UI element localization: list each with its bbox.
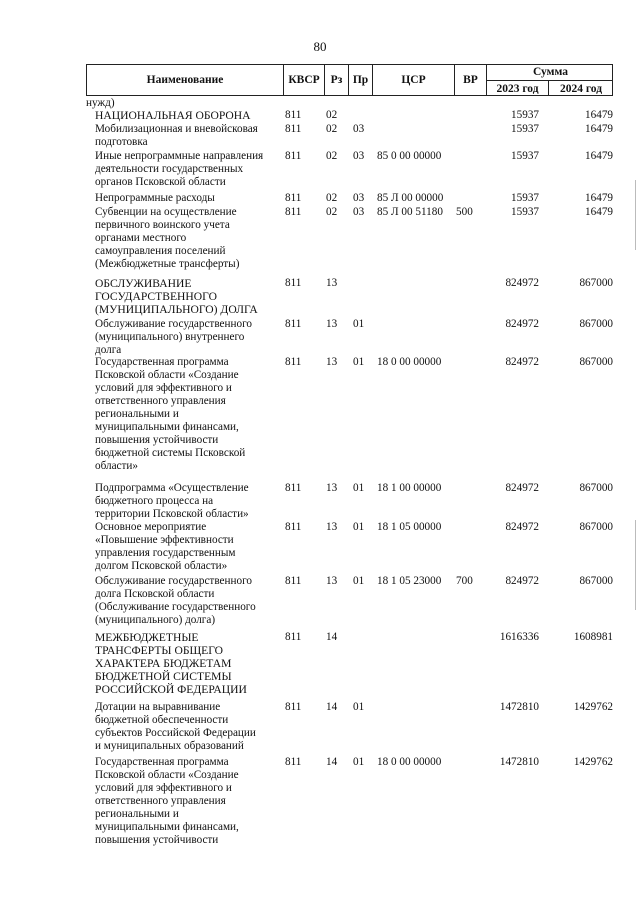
row-sum-2024: 16479 [585,192,613,204]
row-kvsr: 811 [285,701,302,713]
row-kvsr: 811 [285,575,302,587]
row-kvsr: 811 [285,631,302,643]
row-name: Государственная программа Псковской области «Создание условий для эффективного и ответственного управления региональными и муниципальными финансами, повышения устойчивости бюджетной системы Псковской области» [95,356,246,472]
row-rz: 13 [326,318,338,330]
row-kvsr: 811 [285,277,302,289]
row-kvsr: 811 [285,150,302,162]
row-csr: 18 1 05 23000 [377,575,442,587]
row-sum-2024: 16479 [585,150,613,162]
row-name: Обслуживание государственного (муниципального) внутреннего долга [95,318,252,356]
row-sum-2023: 1616336 [499,631,539,643]
row-csr: 18 1 00 00000 [377,482,442,494]
row-name: ОБСЛУЖИВАНИЕ ГОСУДАРСТВЕННОГО (МУНИЦИПАЛЬНОГО) ДОЛГА [95,277,258,316]
row-rz: 14 [326,631,338,643]
row-sum-2023: 15937 [511,123,539,135]
row-kvsr: 811 [285,521,302,533]
row-pr: 03 [353,206,365,218]
row-sum-2023: 15937 [511,109,539,121]
row-kvsr: 811 [285,109,302,121]
row-kvsr: 811 [285,482,302,494]
row-rz: 13 [326,575,338,587]
row-sum-2023: 824972 [505,356,539,368]
row-pr: 01 [353,575,365,587]
row-sum-2023: 824972 [505,482,539,494]
row-pr: 01 [353,521,365,533]
row-name: Обслуживание государственного долга Псковской области (Обслуживание государственного (муниципального) долга) [95,575,256,626]
row-pr: 01 [353,756,365,768]
row-pr: 01 [353,482,365,494]
row-sum-2024: 1608981 [573,631,613,643]
row-kvsr: 811 [285,192,302,204]
row-sum-2024: 1429762 [573,756,613,768]
row-name: Непрограммные расходы [95,192,215,204]
row-name: нужд) [86,97,115,109]
row-sum-2024: 16479 [585,123,613,135]
header-sum: Сумма [533,66,568,78]
row-sum-2024: 1429762 [573,701,613,713]
header-name: Наименование [87,65,284,95]
row-pr: 01 [353,318,365,330]
row-vr: 700 [456,575,473,587]
row-kvsr: 811 [285,123,302,135]
row-rz: 02 [326,123,338,135]
row-name: Основное мероприятие «Повышение эффективности управления государственным долгом Псковской области» [95,521,236,572]
row-rz: 13 [326,521,338,533]
row-kvsr: 811 [285,756,302,768]
row-csr: 85 Л 00 51180 [377,206,443,218]
row-sum-2023: 15937 [511,192,539,204]
row-sum-2024: 867000 [579,318,613,330]
row-name: Государственная программа Псковской области «Создание условий для эффективного и ответственного управления региональными и муниципальными финансами, повышения устойчивости [95,756,239,846]
header-kvsr: КВСР [284,65,325,95]
row-sum-2024: 867000 [579,356,613,368]
row-rz: 13 [326,356,338,368]
row-name: Мобилизационная и вневойсковая подготовка [95,123,258,148]
row-pr: 01 [353,356,365,368]
header-pr: Пр [349,65,373,95]
header-csr: ЦСР [373,65,455,95]
header-vr: ВР [455,65,487,95]
scan-edge-mark [635,520,636,610]
row-kvsr: 811 [285,356,302,368]
row-sum-2024: 867000 [579,521,613,533]
row-rz: 13 [326,482,338,494]
row-kvsr: 811 [285,318,302,330]
row-sum-2023: 824972 [505,575,539,587]
row-name: Подпрограмма «Осуществление бюджетного процесса на территории Псковской области» [95,482,249,520]
header-year-2024: 2024 год [549,80,613,96]
row-sum-2023: 824972 [505,277,539,289]
row-pr: 01 [353,701,365,713]
header-rz: Рз [325,65,349,95]
scan-edge-mark [635,180,636,250]
row-sum-2023: 824972 [505,318,539,330]
row-csr: 18 0 00 00000 [377,356,442,368]
row-csr: 18 1 05 00000 [377,521,442,533]
page-number: 80 [313,39,327,54]
row-rz: 02 [326,192,338,204]
row-name: Субвенции на осуществление первичного воинского учета органами местного самоуправления поселений (Межбюджетные трансферты) [95,206,240,270]
row-csr: 85 Л 00 00000 [377,192,444,204]
row-sum-2024: 16479 [585,206,613,218]
row-name: МЕЖБЮДЖЕТНЫЕ ТРАНСФЕРТЫ ОБЩЕГО ХАРАКТЕРА БЮДЖЕТАМ БЮДЖЕТНОЙ СИСТЕМЫ РОССИЙСКОЙ ФЕДЕРАЦИИ [95,631,247,696]
row-sum-2024: 16479 [585,109,613,121]
row-name: Дотации на выравнивание бюджетной обеспеченности субъектов Российской Федерации и муниципальных образований [95,701,256,752]
row-pr: 03 [353,192,365,204]
row-sum-2023: 824972 [505,521,539,533]
row-csr: 85 0 00 00000 [377,150,442,162]
row-sum-2024: 867000 [579,277,613,289]
row-rz: 14 [326,756,338,768]
row-rz: 14 [326,701,338,713]
row-sum-2023: 15937 [511,206,539,218]
row-sum-2023: 15937 [511,150,539,162]
row-rz: 02 [326,150,338,162]
row-sum-2023: 1472810 [499,701,539,713]
row-sum-2023: 1472810 [499,756,539,768]
row-rz: 02 [326,206,338,218]
table-header [86,64,613,96]
header-year-2023: 2023 год [487,80,549,96]
row-sum-2024: 867000 [579,482,613,494]
row-rz: 02 [326,109,338,121]
row-name: НАЦИОНАЛЬНАЯ ОБОРОНА [95,109,251,122]
row-pr: 03 [353,123,365,135]
row-rz: 13 [326,277,338,289]
row-name: Иные непрограммные направления деятельности государственных органов Псковской области [95,150,264,188]
row-sum-2024: 867000 [579,575,613,587]
row-pr: 03 [353,150,365,162]
row-csr: 18 0 00 00000 [377,756,442,768]
row-kvsr: 811 [285,206,302,218]
row-vr: 500 [456,206,473,218]
